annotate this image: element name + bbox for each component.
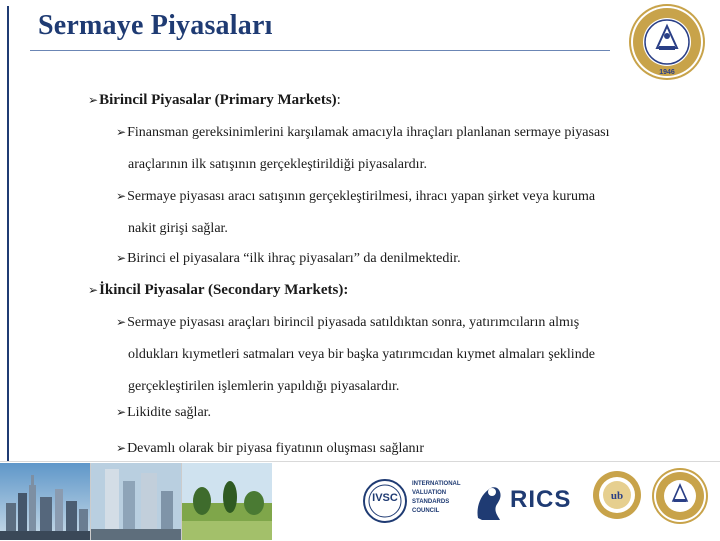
gold-seal-logo	[592, 466, 642, 524]
ivsc-text-line: VALUATION	[412, 490, 447, 496]
arrow-bullet-icon: ➢	[116, 405, 127, 419]
bullet-text-continued: oldukları kıymetleri satmaları veya bir başka yatırımcıdan kıymet almaları şeklinde	[128, 347, 595, 362]
list-item	[116, 116, 684, 181]
rics-logo	[472, 476, 582, 526]
bullet-text: Sermaye piyasası aracı satışının gerçekleştirilmesi, ihracı yapan şirket veya kuruma	[127, 189, 596, 204]
arrow-bullet-icon: ➢	[116, 315, 127, 329]
heading-text: Birincil Piyasalar (Primary Markets)	[99, 92, 337, 108]
arrow-bullet-icon: ➢	[116, 251, 127, 265]
section-heading-primary	[88, 92, 341, 109]
ivsc-mark: IVSC	[372, 492, 398, 504]
rics-text: RICS	[510, 486, 572, 513]
bullet-text: Sermaye piyasası araçları birincil piyasada satıldıktan sonra, yatırımcıların almış	[127, 315, 580, 330]
section-heading-secondary	[88, 282, 348, 299]
ivsc-text-line: INTERNATIONAL	[412, 481, 461, 487]
heading-suffix: :	[336, 92, 341, 108]
city-skyline-photo	[0, 463, 90, 540]
towers-photo	[91, 463, 181, 540]
lion-icon	[472, 478, 506, 524]
page-title: Sermaye Piyasaları	[38, 10, 273, 41]
ivsc-text-block	[412, 480, 461, 516]
bullet-text-continued: nakit girişi sağlar.	[128, 221, 228, 236]
landscape-photo	[182, 463, 272, 540]
arrow-bullet-icon: ➢	[88, 93, 99, 107]
list-item	[116, 306, 684, 403]
university-seal-footer-logo	[650, 466, 710, 526]
list-item	[116, 396, 684, 429]
bullet-text: Finansman gereksinimlerini karşılamak amacıyla ihraçları planlanan sermaye piyasası	[127, 125, 610, 140]
arrow-bullet-icon: ➢	[116, 441, 127, 455]
ivsc-logo	[362, 478, 462, 526]
ivsc-text-line: STANDARDS	[412, 499, 450, 505]
heading-text: İkincil Piyasalar (Secondary Markets):	[99, 282, 349, 298]
svg-text:1946: 1946	[659, 69, 675, 76]
list-item	[116, 180, 684, 245]
svg-text:ub: ub	[610, 490, 624, 502]
bullet-text-continued: gerçekleştirilen işlemlerin yapıldığı piyasalardır.	[128, 379, 400, 394]
bullet-text: Birinci el piyasalara “ilk ihraç piyasaları” da denilmektedir.	[127, 251, 461, 266]
list-item	[116, 242, 684, 275]
arrow-bullet-icon: ➢	[116, 125, 127, 139]
bullet-text-continued: araçlarının ilk satışının gerçekleştirildiği piyasalardır.	[128, 157, 427, 172]
ivsc-text-line: COUNCIL	[412, 508, 440, 514]
bullet-text: Devamlı olarak bir piyasa fiyatının oluşması sağlanır	[127, 441, 425, 456]
arrow-bullet-icon: ➢	[88, 283, 99, 297]
arrow-bullet-icon: ➢	[116, 189, 127, 203]
bullet-text: Likidite sağlar.	[127, 405, 212, 420]
